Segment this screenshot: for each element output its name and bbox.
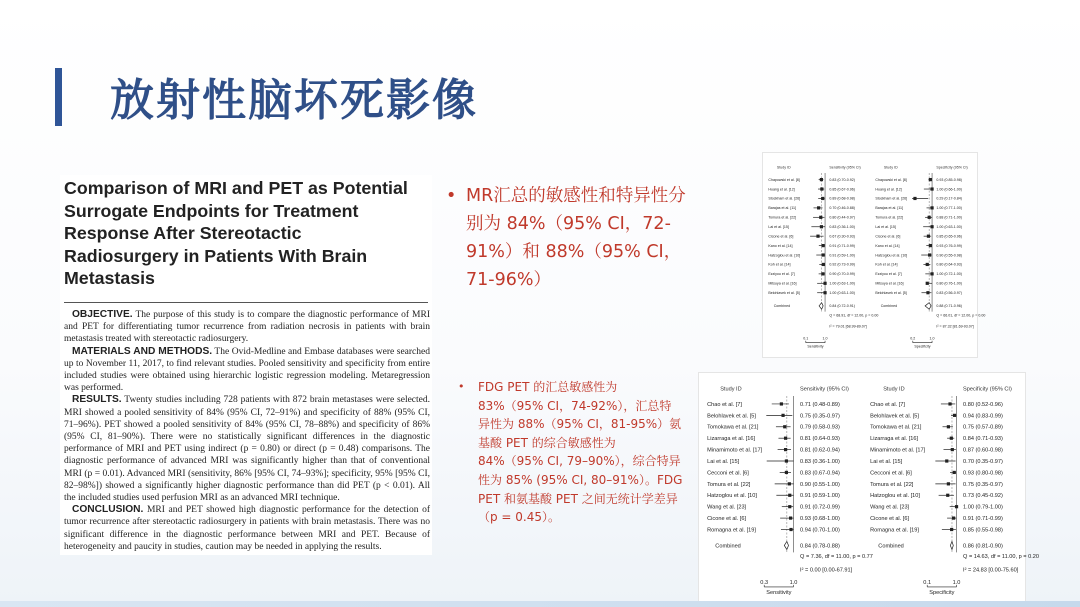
- forest-value-label: 0.93 (0.68-1.00): [800, 516, 840, 523]
- forest-combined-label: Combined: [880, 304, 898, 309]
- forest-study-label: Minamimoto et al. [17]: [707, 447, 763, 454]
- forest-point-marker: [953, 414, 956, 417]
- forest-study-label: Belohlavek et al. [5]: [768, 290, 800, 295]
- forest-value-label: 0.80 (0.44-0.97): [829, 215, 855, 220]
- forest-combined-value: 0.88 (0.71-0.96): [936, 304, 962, 309]
- forest-point-marker: [788, 482, 791, 485]
- abstract-results: [64, 394, 430, 504]
- forest-study-label: Lizarraga et al. [16]: [870, 436, 919, 443]
- mri-forest-plot-svg: [763, 153, 986, 357]
- forest-value-label: 0.91 (0.71-0.99): [829, 243, 855, 248]
- forest-point-marker: [930, 272, 933, 275]
- paper-abstract: [64, 309, 430, 553]
- forest-study-label: Hatzoglou et al. [10]: [870, 493, 920, 500]
- abstract-text: The Ovid-Medline and Embase databases were searched up to November 11, 2017, to find relevant studies. Pooled sensitivity and specificity from entire included studies were obtained using hierarchic logistic regression modeling. Metaregression was performed.: [64, 346, 430, 394]
- forest-point-marker: [822, 244, 825, 247]
- forest-value-label: 0.90 (0.55-0.98): [936, 253, 962, 258]
- forest-point-marker: [781, 414, 784, 417]
- forest-study-label: Belohlavek et al. [5]: [707, 413, 756, 420]
- forest-value-label: 1.00 (0.66-1.00): [936, 187, 962, 192]
- forest-study-label: Chao et al. [7]: [707, 401, 742, 408]
- pet-summary-bullet: [458, 378, 683, 527]
- forest-heterogeneity-stat: Q = 66.01, df = 12.00, p = 0.00: [936, 313, 986, 318]
- forest-point-marker: [822, 263, 825, 266]
- forest-value-label: 0.80 (0.64-0.93): [936, 262, 962, 267]
- bullet-dot-icon: •: [446, 186, 457, 206]
- forest-study-label: Barajas et al. [11]: [768, 206, 797, 211]
- forest-study-label: Tomura et al. [22]: [768, 215, 797, 220]
- forest-point-marker: [948, 402, 951, 405]
- forest-value-label: 1.00 (0.72-1.00): [936, 272, 962, 277]
- forest-study-label: Cecconi et al. [6]: [870, 470, 912, 477]
- forest-combined-value: 0.84 (0.72-0.91): [829, 304, 855, 309]
- forest-value-label: 0.67 (0.30-0.93): [829, 234, 855, 239]
- bottom-accent-bar: [0, 601, 1080, 607]
- forest-value-label: 0.91 (0.59-1.00): [829, 253, 855, 258]
- forest-point-marker: [784, 437, 787, 440]
- forest-study-label: Kano et al. [14]: [875, 243, 900, 248]
- forest-value-label: 1.00 (0.63-1.00): [936, 225, 962, 230]
- forest-value-label: 0.90 (0.55-1.00): [800, 481, 840, 488]
- abstract-heading: RESULTS.: [72, 394, 122, 406]
- forest-axis-label: Specificity: [914, 344, 931, 349]
- forest-value-label: 0.70 (0.35-0.97): [963, 458, 1003, 465]
- forest-tick-label: 0.1: [923, 579, 932, 586]
- abstract-heading: OBJECTIVE.: [72, 309, 133, 320]
- forest-study-label: Stockham et al. [26]: [875, 196, 908, 201]
- forest-study-label: Koh et al. [14]: [768, 262, 791, 267]
- forest-value-label: 1.00 (0.63-1.00): [829, 290, 855, 295]
- forest-tick-label: 0.1: [803, 336, 809, 341]
- forest-point-marker: [928, 253, 931, 256]
- forest-study-label: Tomokawa et al. [21]: [707, 424, 759, 431]
- forest-value-label: 0.94 (0.70-1.00): [800, 527, 840, 534]
- paper-excerpt: [60, 175, 432, 555]
- slide-title: 放射性脑坏死影像: [110, 75, 478, 126]
- forest-point-marker: [784, 448, 787, 451]
- forest-tick-label: 1.0: [789, 579, 798, 586]
- pet-forest-plot-svg: [699, 373, 1039, 603]
- forest-value-label: 0.83 (0.70-0.92): [829, 177, 855, 182]
- forest-point-marker: [946, 494, 949, 497]
- forest-pooled-diamond: [925, 303, 931, 310]
- pet-forest-plot: [698, 372, 1039, 604]
- mri-forest-plot: [762, 152, 986, 358]
- abstract-methods: [64, 346, 430, 395]
- pet-summary-text: FDG PET 的汇总敏感性为 83%（95% CI，74-92%），汇总特异性为 88%（95% CI，81-95%）氨基酸 PET 的综合敏感性为 84%（95% CI, 79–90%），综合特异性为 85% (95% CI, 80–91%）。FDG PET 和氨基酸 PET 之间无统计学差异（p = 0.45）。: [478, 380, 683, 525]
- forest-point-marker: [780, 402, 783, 405]
- forest-value-label: 0.93 (0.76-0.99): [936, 243, 962, 248]
- forest-header-sensitivity: Sensitivity (95% CI): [800, 386, 849, 393]
- forest-study-label: Chapowski et al. [8]: [768, 177, 800, 182]
- forest-point-marker: [927, 235, 930, 238]
- forest-point-marker: [788, 505, 791, 508]
- forest-study-label: Romagna et al. [19]: [707, 527, 756, 534]
- forest-point-marker: [947, 482, 950, 485]
- forest-point-marker: [945, 459, 948, 462]
- forest-point-marker: [929, 244, 932, 247]
- forest-tick-label: 0.2: [910, 336, 916, 341]
- forest-point-marker: [952, 516, 955, 519]
- abstract-text: The purpose of this study is to compare the diagnostic performance of MRI and PET for differentiating tumor recurrence from radiation necrosis in patients with brain metastasis treated with stereotactic radiosurgery.: [64, 310, 430, 345]
- forest-value-label: 0.73 (0.45-0.92): [963, 493, 1003, 500]
- forest-point-marker: [953, 471, 956, 474]
- forest-point-marker: [823, 291, 826, 294]
- forest-header-sensitivity: Sensitivity (95% CI): [829, 165, 861, 170]
- forest-value-label: 0.83 (0.36-1.00): [829, 225, 855, 230]
- forest-value-label: 0.83 (0.36-1.00): [800, 458, 840, 465]
- forest-study-label: Tomura et al. [22]: [870, 481, 914, 488]
- forest-value-label: 0.71 (0.48-0.89): [800, 401, 840, 408]
- forest-study-label: Hatzoglou et al. [10]: [768, 253, 801, 258]
- abstract-objective: [64, 309, 430, 346]
- bullet-dot-icon: •: [458, 380, 465, 393]
- forest-heterogeneity-stat: Q = 68.91, df = 12.00, p = 0.00: [829, 313, 879, 318]
- forest-value-label: 0.70 (0.46-0.88): [829, 206, 855, 211]
- forest-pooled-diamond: [819, 303, 823, 310]
- forest-point-marker: [822, 253, 825, 256]
- forest-value-label: 0.91 (0.72-0.99): [800, 504, 840, 511]
- forest-point-marker: [816, 235, 819, 238]
- forest-point-marker: [947, 425, 950, 428]
- forest-point-marker: [820, 225, 823, 228]
- forest-heterogeneity-stat: I² = 24.83 [0.00-75.60]: [963, 567, 1019, 574]
- forest-study-label: Hatzoglou et al. [10]: [707, 493, 757, 500]
- forest-point-marker: [820, 187, 823, 190]
- abstract-conclusion: [64, 504, 430, 553]
- forest-tick-label: 1.0: [929, 336, 935, 341]
- forest-point-marker: [789, 516, 792, 519]
- forest-study-label: Mitsuya et al. [16]: [768, 281, 797, 286]
- forest-point-marker: [788, 494, 791, 497]
- forest-tick-label: 1.0: [822, 336, 828, 341]
- forest-study-label: Cicone et al. [6]: [870, 516, 910, 523]
- forest-combined-value: 0.86 (0.81-0.90): [963, 543, 1003, 550]
- forest-study-label: Tomokawa et al. [21]: [870, 424, 922, 431]
- forest-value-label: 0.89 (0.68-0.98): [829, 196, 855, 201]
- forest-header-study: Study ID: [776, 165, 791, 170]
- forest-tick-label: 1.0: [952, 579, 961, 586]
- mri-summary-bullet: [446, 182, 696, 294]
- forest-point-marker: [928, 216, 931, 219]
- forest-value-label: 0.88 (0.71-1.00): [936, 215, 962, 220]
- forest-study-label: Lai et al. [15]: [870, 458, 903, 465]
- forest-study-label: Chapowski et al. [8]: [875, 177, 907, 182]
- forest-study-label: Huang et al. [12]: [875, 187, 902, 192]
- forest-header-specificity: Specificity (95% CI): [963, 386, 1012, 393]
- forest-value-label: 1.00 (0.63-1.00): [829, 281, 855, 286]
- forest-value-label: 0.80 (0.76-1.00): [936, 281, 962, 286]
- forest-study-label: Lai et al. [15]: [768, 225, 789, 230]
- forest-study-label: Huang et al. [12]: [768, 187, 795, 192]
- forest-value-label: 0.29 (0.17-0.84): [936, 196, 962, 201]
- forest-point-marker: [955, 505, 958, 508]
- forest-value-label: 0.81 (0.62-0.94): [800, 447, 840, 454]
- title-accent-bar: [55, 68, 62, 126]
- forest-point-marker: [951, 448, 954, 451]
- forest-value-label: 0.87 (0.60-0.98): [963, 447, 1003, 454]
- forest-study-label: Cicone et al. [6]: [768, 234, 794, 239]
- forest-study-label: Barajas et al. [11]: [875, 206, 904, 211]
- forest-point-marker: [785, 459, 788, 462]
- forest-combined-label: Combined: [878, 543, 904, 550]
- forest-header-study: Study ID: [883, 386, 905, 393]
- forest-study-label: Mitsuya et al. [16]: [875, 281, 904, 286]
- forest-study-label: Stockham et al. [26]: [768, 196, 801, 201]
- forest-value-label: 1.00 (0.77-1.00): [936, 206, 962, 211]
- forest-point-marker: [926, 263, 929, 266]
- forest-value-label: 0.84 (0.71-0.93): [963, 436, 1003, 443]
- forest-combined-value: 0.84 (0.78-0.88): [800, 543, 840, 550]
- forest-value-label: 0.80 (0.52-0.96): [963, 401, 1003, 408]
- forest-study-label: Lai et al. [15]: [875, 225, 896, 230]
- forest-study-label: Romagna et al. [19]: [870, 527, 919, 534]
- forest-study-label: Cicone et al. [6]: [875, 234, 901, 239]
- forest-header-specificity: Specificity (95% CI): [936, 165, 968, 170]
- forest-study-label: Belohlavek et al. [5]: [875, 290, 907, 295]
- forest-heterogeneity-stat: Q = 7.36, df = 11.00, p = 0.77: [800, 554, 873, 561]
- forest-value-label: 0.91 (0.59-1.00): [800, 493, 840, 500]
- forest-axis-label: Sensitivity: [807, 344, 824, 349]
- forest-axis-label: Sensitivity: [766, 590, 792, 597]
- forest-point-marker: [930, 225, 933, 228]
- forest-point-marker: [817, 206, 820, 209]
- forest-value-label: 0.85 (0.67-0.96): [829, 187, 855, 192]
- forest-value-label: 0.94 (0.83-0.99): [963, 413, 1003, 420]
- paper-title: Comparison of MRI and PET as Potential Surrogate Endpoints for Treatment Response After Stereotactic Radiosurgery in Patients With Brain Metastasis: [64, 178, 408, 289]
- forest-study-label: Tomura et al. [22]: [875, 215, 904, 220]
- forest-study-label: Cicone et al. [6]: [707, 516, 747, 523]
- forest-heterogeneity-stat: I² = 0.00 [0.00-67.91]: [800, 567, 853, 574]
- forest-value-label: 0.83 (0.56-0.97): [936, 290, 962, 295]
- forest-combined-label: Combined: [715, 543, 741, 550]
- forest-heterogeneity-stat: I² = 87.32 [81.69-93.07]: [936, 324, 974, 329]
- forest-point-marker: [785, 471, 788, 474]
- forest-point-marker: [823, 282, 826, 285]
- forest-tick-label: 0.3: [760, 579, 769, 586]
- forest-point-marker: [820, 178, 823, 181]
- abstract-heading: MATERIALS AND METHODS.: [72, 345, 213, 357]
- mri-summary-text: MR汇总的敏感性和特异性分别为 84%（95% CI，72-91%）和 88%（95% CI，71-96%）: [466, 186, 686, 290]
- forest-point-marker: [950, 528, 953, 531]
- forest-pooled-diamond: [950, 541, 953, 549]
- forest-point-marker: [950, 437, 953, 440]
- forest-study-label: Ezziyou et al. [7]: [875, 272, 902, 277]
- abstract-text: MRI and PET showed high diagnostic performance for the detection of tumor recurrence after stereotactic radiosurgery in patients with brain metastasis. There was no significant difference in the diagnostic performance between MRI and PET. Because of heterogeneity and paucity in studies, caution may be needed in applying the results.: [64, 505, 430, 552]
- forest-value-label: 0.85 (0.65-0.96): [936, 234, 962, 239]
- forest-point-marker: [929, 178, 932, 181]
- forest-point-marker: [821, 197, 824, 200]
- forest-study-label: Belohlavek et al. [5]: [870, 413, 919, 420]
- forest-point-marker: [821, 272, 824, 275]
- forest-heterogeneity-stat: Q = 14.63, df = 11.00, p = 0.20: [963, 554, 1039, 561]
- forest-heterogeneity-stat: I² = 79.01 [68.99-89.07]: [829, 324, 867, 329]
- forest-study-label: Lizarraga et al. [16]: [707, 436, 756, 443]
- forest-combined-label: Combined: [773, 304, 791, 309]
- forest-study-label: Lai et al. [15]: [707, 458, 740, 465]
- forest-study-label: Koh et al. [14]: [875, 262, 898, 267]
- forest-pooled-diamond: [784, 541, 788, 549]
- forest-value-label: 0.83 (0.67-0.94): [800, 470, 840, 477]
- forest-point-marker: [819, 216, 822, 219]
- abstract-heading: CONCLUSION.: [72, 504, 144, 516]
- abstract-text: Twenty studies including 728 patients with 872 brain metastases were selected. MRI showed a pooled sensitivity of 84% (95% CI, 72–91%) and specificity of 88% (95% CI, 71–96%). PET showed a pooled sensitivity of 84% (95% CI, 78–88%) and specificity of 86% (95% CI, 81–90%). There were no statistically significant differences in the diagnostic performance of MRI and PET using indirect (p = 0.80) or direct (p = 0.48) comparisons. The diagnostic performance of advanced MRI was significantly higher than that of conventional MRI (p = 0.01). Advanced MRI (sensitivity, 86% [95% CI, 74–93%]; specificity, 95% [95% CI, 82–98%]) showed a significantly higher diagnostic performance than did PET (p < 0.01). All the included studies used perfusion MRI as an advanced MRI technique.: [64, 395, 430, 504]
- forest-point-marker: [930, 206, 933, 209]
- forest-point-marker: [783, 425, 786, 428]
- forest-value-label: 0.90 (0.70-0.99): [829, 272, 855, 277]
- forest-study-label: Wang et al. [23]: [707, 504, 747, 511]
- forest-point-marker: [926, 282, 929, 285]
- forest-axis-label: Specificity: [929, 590, 955, 597]
- forest-study-label: Wang et al. [23]: [870, 504, 910, 511]
- forest-value-label: 0.79 (0.58-0.93): [800, 424, 840, 431]
- forest-study-label: Cecconi et al. [6]: [707, 470, 749, 477]
- forest-value-label: 0.91 (0.71-0.99): [963, 516, 1003, 523]
- forest-value-label: 0.92 (0.73-0.99): [829, 262, 855, 267]
- forest-header-study: Study ID: [883, 165, 898, 170]
- forest-value-label: 0.85 (0.55-0.98): [963, 527, 1003, 534]
- forest-study-label: Chao et al. [7]: [870, 401, 905, 408]
- forest-value-label: 0.75 (0.57-0.89): [963, 424, 1003, 431]
- forest-point-marker: [930, 187, 933, 190]
- forest-value-label: 0.75 (0.35-0.97): [800, 413, 840, 420]
- forest-study-label: Ezziyou et al. [7]: [768, 272, 795, 277]
- forest-study-label: Tomura et al. [22]: [707, 481, 751, 488]
- forest-value-label: 0.93 (0.85-0.98): [936, 177, 962, 182]
- paper-divider: [64, 302, 428, 303]
- forest-study-label: Hatzoglou et al. [10]: [875, 253, 908, 258]
- forest-value-label: 1.00 (0.79-1.00): [963, 504, 1003, 511]
- forest-point-marker: [913, 197, 916, 200]
- forest-study-label: Minamimoto et al. [17]: [870, 447, 926, 454]
- forest-header-study: Study ID: [720, 386, 742, 393]
- forest-value-label: 0.81 (0.64-0.93): [800, 436, 840, 443]
- forest-study-label: Kano et al. [14]: [768, 243, 793, 248]
- forest-value-label: 0.93 (0.80-0.98): [963, 470, 1003, 477]
- forest-point-marker: [789, 528, 792, 531]
- forest-point-marker: [926, 291, 929, 294]
- forest-value-label: 0.75 (0.35-0.97): [963, 481, 1003, 488]
